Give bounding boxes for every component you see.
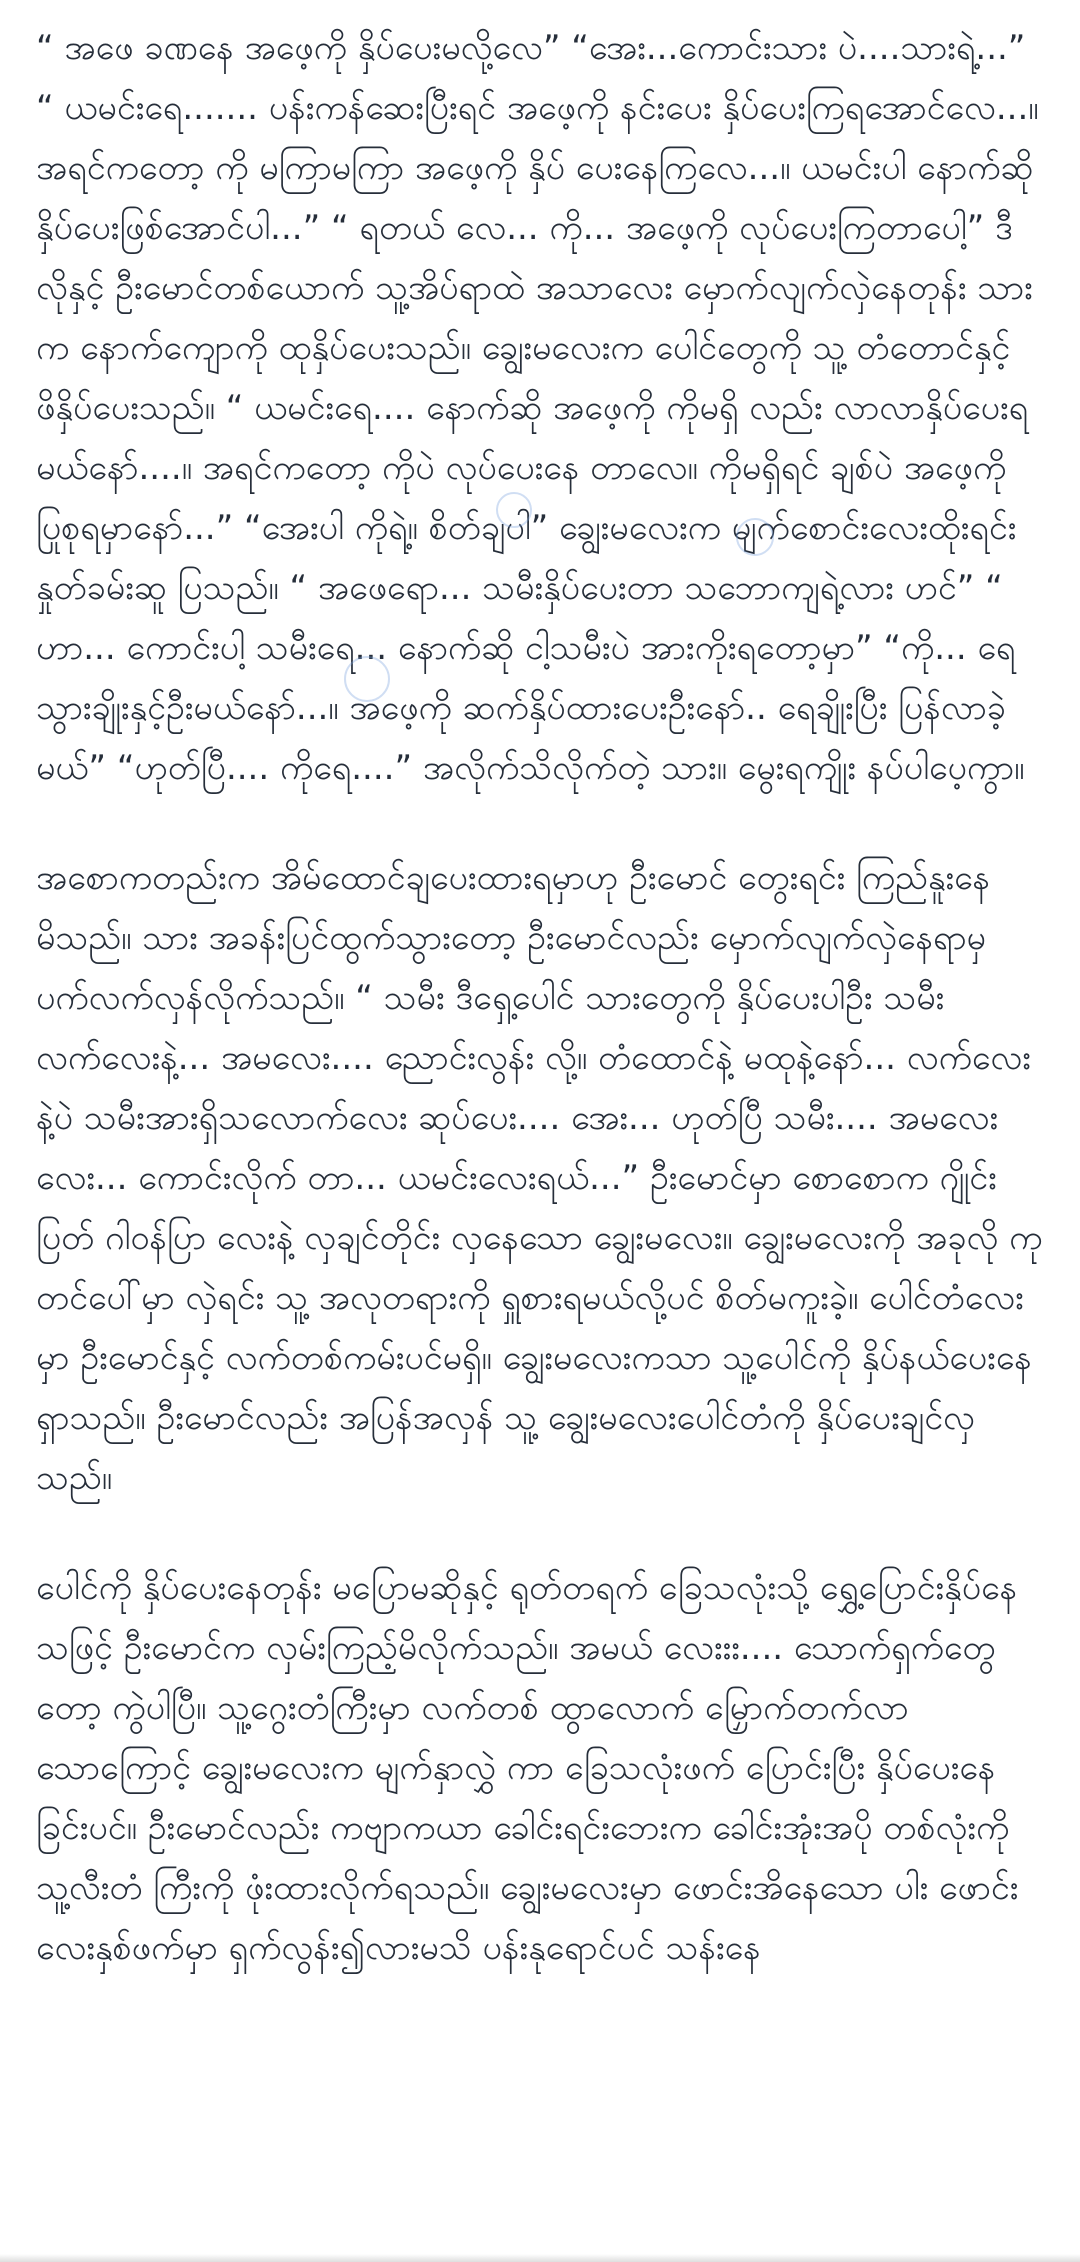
story-paragraph-1: “ အဖေ ခဏနေ အဖေ့ကို နှိပ်ပေးမလို့လေ” “အေး...ကောင်းသား ပဲ....သားရဲ့...” “ ယမင်းရေ....... ပန်းကန်ဆေးပြီးရင် အဖေ့ကို နင်းပေး နှိပ်ပေးကြရအောင်လေ...။ အရင်ကတော့ ကို မကြာမကြာ အဖေ့ကို နှိပ် ပေးနေကြလေ...။ ယမင်းပါ နောက်ဆို နှိပ်ပေးဖြစ်အောင်ပါ...” “ ရတယ် လေ... ကို... အဖေ့ကို လုပ်ပေးကြတာပေါ့” ဒီလိုနှင့် ဦးမောင်တစ်ယောက် သူ့အိပ်ရာထဲ အသာလေး မှောက်လျက်လှဲနေတုန်း သားက နောက်ကျောကို ထုနှိပ်ပေးသည်။ ချွေးမလေးက ပေါင်တွေကို သူ့ တံတောင်နှင့် ဖိနှိပ်ပေးသည်။ “ ယမင်းရေ.... နောက်ဆို အဖေ့ကို ကိုမရှိ လည်း လာလာနှိပ်ပေးရမယ်နော်....။ အရင်ကတော့ ကိုပဲ လုပ်ပေးနေ တာလေ။ ကိုမရှိရင် ချစ်ပဲ အဖေ့ကို ပြုစုရမှာနော်...” “အေးပါ ကိုရဲ့။ စိတ်ချပါ” ချွေးမလေးက မျက်စောင်းလေးထိုးရင်း နှုတ်ခမ်းဆူ ပြသည်။ “ အဖေရော... သမီးနှိပ်ပေးတာ သဘောကျရဲ့လား ဟင်” “ ဟာ... ကောင်းပါ့ သမီးရေ... နောက်ဆို ငါ့သမီးပဲ အားကိုးရတော့မှာ” “ကို... ရေသွားချိုးနှင့်ဦးမယ်နော်...။ အဖေ့ကို ဆက်နှိပ်ထားပေးဦးနော်.. ရေချိုးပြီး ပြန်လာခဲ့မယ်” “ဟုတ်ပြီ.... ကိုရေ....” အလိုက်သိလိုက်တဲ့ သား။ မွေးရကျိုး နပ်ပါပေ့ကွာ။ [36, 28, 1050, 788]
scroll-edge-shadow [0, 2254, 1080, 2262]
story-paragraph-3: ပေါင်ကို နှိပ်ပေးနေတုန်း မပြောမဆိုနှင့် ရုတ်တရက် ခြေသလုံးသို့ ရွှေ့ပြောင်းနှိပ်နေသဖြင့် ဦးမောင်က လှမ်းကြည့်မိလိုက်သည်။ အမယ် လေးးး.... သောက်ရှက်တွေတော့ ကွဲပါပြီ။ သူ့ဂွေးတံကြီးမှာ လက်တစ် ထွာလောက် မြှောက်တက်လာသောကြောင့် ချွေးမလေးက မျက်နှာလွှဲ ကာ ခြေသလုံးဖက် ပြောင်းပြီး နှိပ်ပေးနေခြင်းပင်။ ဦးမောင်လည်း ကဗျာကယာ ခေါင်းရင်းဘေးက ခေါင်းအုံးအပို တစ်လုံးကို သူ့လီးတံ ကြီးကို ဖုံးထားလိုက်ရသည်။ ချွေးမလေးမှာ ဖောင်းအိနေသော ပါး ဖောင်းလေးနှစ်ဖက်မှာ ရှက်လွန်း၍လားမသိ ပန်းနုရောင်ပင် သန်းနေ [36, 1568, 1021, 1968]
story-paragraph-2: အစောကတည်းက အိမ်ထောင်ချပေးထားရမှာဟု ဦးမောင် တွေးရင်း ကြည်နူးနေမိသည်။ သား အခန်းပြင်ထွက်သွားတော့ ဦးမောင်လည်း မှောက်လျက်လှဲနေရာမှ ပက်လက်လှန်လိုက်သည်။ “ သမီး ဒီရှေ့ပေါင် သားတွေကို နှိပ်ပေးပါဦး သမီးလက်လေးနဲ့... အမလေး.... ညောင်းလွန်း လို့။ တံထောင်နဲ့ မထုနဲ့နော်... လက်လေးနဲ့ပဲ သမီးအားရှိသလောက်လေး ဆုပ်ပေး.... အေး... ဟုတ်ပြီ သမီး.... အမလေးလေး... ကောင်းလိုက် တာ... ယမင်းလေးရယ်...” ဦးမောင်မှာ စောစောက ဂျိုင်းပြတ် ဂါဝန်ပြာ လေးနဲ့ လှချင်တိုင်း လှနေသော ချွေးမလေး။ ချွေးမလေးကို အခုလို ကု တင်ပေါ်မှာ လှဲရင်း သူ့ အလုတရားကို ရှူစားရမယ်လို့ပင် စိတ်မကူးခဲ့။ ပေါင်တံလေးမှာ ဦးမောင်နှင့် လက်တစ်ကမ်းပင်မရှိ။ ချွေးမလေးကသာ သူ့ပေါင်ကို နှိပ်နယ်ပေးနေရှာသည်။ ဦးမောင်လည်း အပြန်အလှန် သူ့ ချွေးမလေးပေါင်တံကို နှိပ်ပေးချင်လှသည်။ [36, 858, 1054, 1498]
